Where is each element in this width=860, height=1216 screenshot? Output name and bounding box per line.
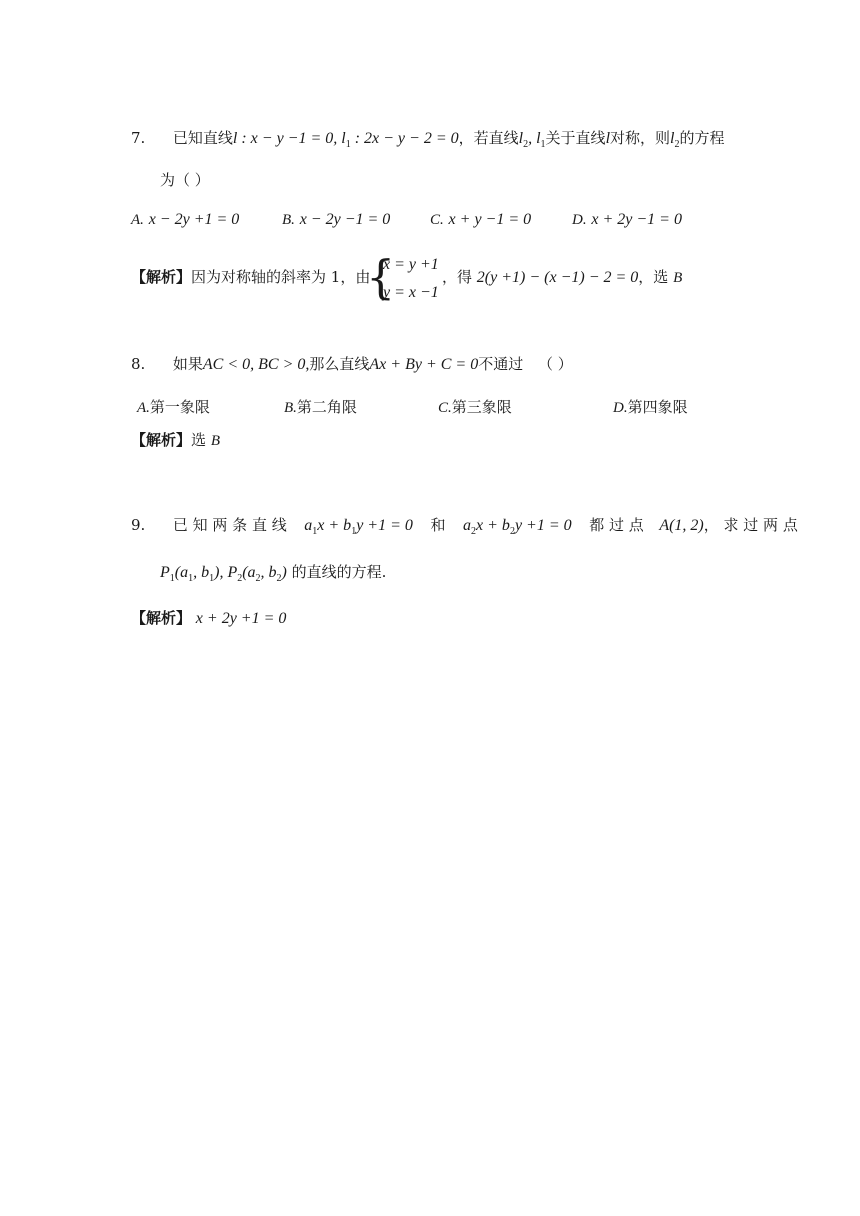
option-text: 第二角限 <box>296 398 357 416</box>
answer-letter: B <box>673 270 683 286</box>
system-equation-2: y = x −1 <box>383 284 439 301</box>
system-equation-1: x = y +1 <box>383 256 439 273</box>
stem-text: 的直线的方程. <box>291 563 387 581</box>
analysis-label: 【解析】 <box>131 431 192 449</box>
option-letter: D. <box>613 400 628 416</box>
option-text: x − 2y +1 = 0 <box>148 211 240 228</box>
answer-paren: （ ） <box>538 355 573 373</box>
option-letter: B. <box>282 212 295 228</box>
line-equation-1: $a_1x + b_1y +1 = 0$ <box>304 517 413 538</box>
math-expression: Ax + By + C = 0 <box>369 356 479 373</box>
analysis-label: 【解析】 <box>131 609 192 627</box>
system-brace: { <box>366 250 396 304</box>
option-text: x + 2y −1 = 0 <box>591 211 682 228</box>
stem-text: 那么直线 <box>309 355 370 373</box>
option-d <box>572 209 682 230</box>
option-c <box>438 397 512 418</box>
question-7-stem-line2: 为（ ） <box>160 171 210 189</box>
stem-text: ， 求 过 两 点 <box>703 516 798 534</box>
stem-text: 如果 <box>172 355 203 373</box>
stem-text: 对称，则 <box>610 129 671 147</box>
math-expression: AC < 0, BC > 0, <box>202 356 310 373</box>
option-text: 第一象限 <box>149 398 210 416</box>
analysis-text: ，得 <box>442 268 473 286</box>
analysis-text: 因为对称轴的斜率为 1，由 <box>191 268 371 286</box>
option-letter: D. <box>572 212 587 228</box>
math-expression: l : x − y −1 = 0, $l_1$ : 2x − y − 2 = 0 <box>232 130 459 151</box>
math-expression: $l_2$, $l_1$ <box>518 130 546 151</box>
option-a <box>137 397 210 418</box>
analysis-label: 【解析】 <box>131 268 192 286</box>
question-number: 7. <box>131 129 146 147</box>
option-a <box>131 209 239 230</box>
question-7-analysis <box>131 267 370 287</box>
points-expression: $P_1(a_1$, $b_1$), $P_2(a_2$, $b_2$) <box>160 564 287 585</box>
math-expression: l <box>605 130 611 147</box>
option-letter: C. <box>438 400 452 416</box>
stem-text: 和 <box>430 516 446 534</box>
option-text: x + y −1 = 0 <box>448 211 532 228</box>
stem-text: 已知直线 <box>172 129 233 147</box>
option-b <box>282 209 390 230</box>
option-letter: A. <box>131 212 144 228</box>
option-d <box>613 397 688 418</box>
stem-text: 已 知 两 条 直 线 <box>172 516 287 534</box>
analysis-text: ，选 <box>638 268 669 286</box>
math-expression: $l_2$ <box>670 130 680 151</box>
option-c <box>430 209 531 230</box>
question-7-stem <box>131 128 725 155</box>
stem-text: ，若直线 <box>458 129 519 147</box>
analysis-text: 选 <box>191 431 207 449</box>
math-expression: 2(y +1) − (x −1) − 2 = 0 <box>476 269 639 286</box>
stem-text: 不通过 <box>478 355 524 373</box>
question-9-analysis <box>131 608 286 629</box>
question-7-analysis-cont <box>442 267 682 288</box>
question-8-analysis <box>131 430 220 451</box>
option-letter: B. <box>284 400 297 416</box>
math-expression: x + 2y +1 = 0 <box>195 610 287 627</box>
question-9-stem <box>131 515 798 542</box>
question-number: 9. <box>131 516 146 534</box>
question-9-stem-line2 <box>160 562 386 589</box>
line-equation-2: $a_2x + b_2y +1 = 0$ <box>463 517 572 538</box>
question-8-stem <box>131 354 573 375</box>
option-letter: C. <box>430 212 444 228</box>
option-letter: A. <box>137 400 150 416</box>
stem-text: 关于直线 <box>545 129 606 147</box>
answer-letter: B <box>210 433 220 449</box>
option-b <box>284 397 357 418</box>
option-text: x − 2y −1 = 0 <box>299 211 391 228</box>
stem-text: 的方程 <box>679 129 725 147</box>
question-number: 8. <box>131 355 146 373</box>
option-text: 第三象限 <box>451 398 512 416</box>
option-text: 第四象限 <box>627 398 688 416</box>
point-a: A(1, 2) <box>659 517 704 534</box>
stem-text: 都 过 点 <box>589 516 644 534</box>
